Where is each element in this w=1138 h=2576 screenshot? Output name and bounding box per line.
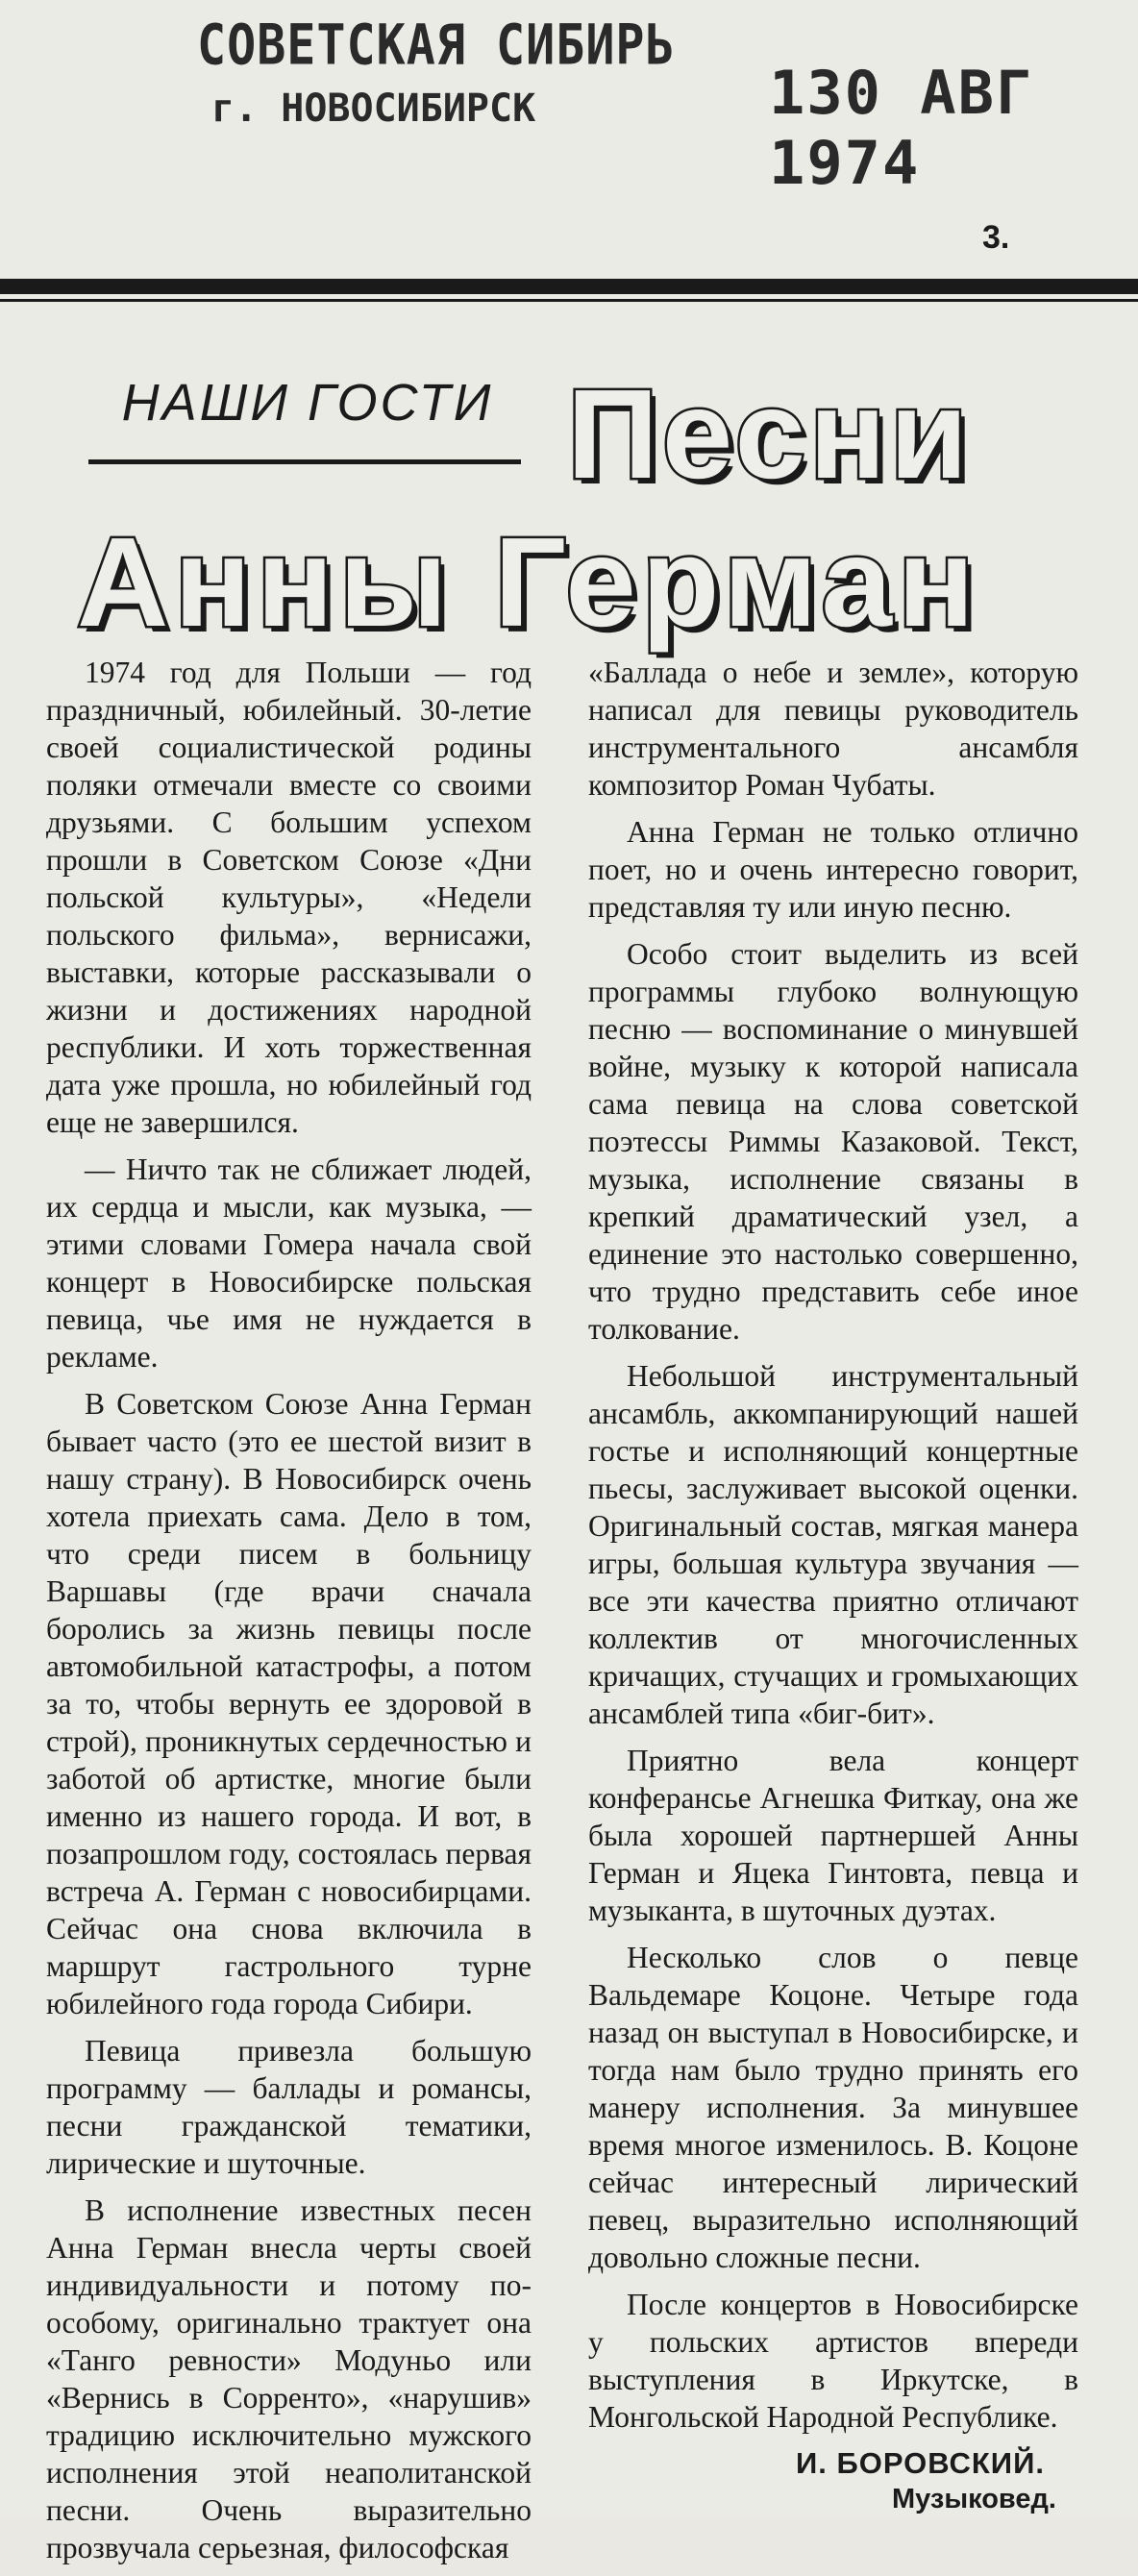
rubric-heading: НАШИ ГОСТИ: [121, 374, 494, 432]
paragraph: Певица привезла большую программу — баллады и романсы, песни гражданской тематики, лирические и шуточные.: [46, 2034, 532, 2180]
article-column-right: [588, 654, 1078, 2445]
author-profession: Музыковед.: [892, 2484, 1056, 2514]
stamp-city: г. НОВОСИБИРСК: [211, 87, 536, 131]
paragraph: 1974 год для Польши — год праздничный, юбилейный. 30-летие своей социалистической родины поляки отмечали вместе со своими друзьями. С большим успехом прошли в Советском Союзе «Дни польской культуры», «Недели польского фильма», вернисажи, выставки, которые рассказывали о жизни и достижениях народной республики. И хоть торжественная дата уже прошла, но юбилейный год еще не завершился.: [46, 656, 532, 1139]
paragraph: После концертов в Новосибирске у польских артистов впереди выступления в Иркутске, в Монгольской Народной Республике.: [588, 2288, 1078, 2434]
paragraph: Особо стоит выделить из всей программы глубоко волнующую песню — воспоминание о минувшей войне, музыку к которой написала сама певица на слова советской поэтессы Риммы Казаковой. Текст, музыка, исполнение связаны в крепкий драматический узел, а единение это настолько совершенно, что трудно представить себе иное толкование.: [588, 937, 1078, 1346]
paragraph: «Баллада о небе и земле», которую написал для певицы руководитель инструментального ансамбля композитор Роман Чубаты.: [588, 656, 1078, 802]
rubric-underline: [88, 459, 521, 464]
article-column-left: [46, 654, 532, 2576]
paragraph: Приятно вела концерт конферансье Агнешка Фиткау, она же была хорошей партнершей Анны Герман и Яцека Гинтовта, певца и музыканта, в шуточных дуэтах.: [588, 1744, 1078, 1927]
headline-line-1: Песни: [567, 363, 972, 505]
header-rule-thin: [0, 299, 1138, 302]
stamp-newspaper-name: СОВЕТСКАЯ СИБИРЬ: [197, 12, 676, 78]
paragraph: Анна Герман не только отлично поет, но и очень интересно говорит, представляя ту или иную песню.: [588, 815, 1078, 924]
paragraph: Небольшой инструментальный ансамбль, аккомпанирующий нашей гостье и исполняющий концертные пьесы, заслуживает высокой оценки. Оригинальный состав, мягкая манера игры, большая культура звучания — все эти качества приятно отличают коллектив от многочисленных кричащих, стучащих и громыхающих ансамблей типа «биг-бит».: [588, 1359, 1078, 1730]
paragraph: В исполнение известных песен Анна Герман внесла черты своей индивидуальности и потому по-особому, оригинально трактует она «Танго ревности» Модуньо или «Вернись в Сорренто», «нарушив» традицию исключительно мужского исполнения этой неаполитанской песни. Очень выразительно прозвучала серьезная, философская: [46, 2193, 532, 2564]
archive-stamp: [197, 12, 676, 131]
author-signature: И. БОРОВСКИЙ.: [796, 2446, 1045, 2480]
paragraph: — Ничто так не сближает людей, их сердца и мысли, как музыка, — этими словами Гомера начала свой концерт в Новосибирске польская певица, чье имя не нуждается в рекламе.: [46, 1152, 532, 1374]
stamp-date: 130 АВГ 1974: [769, 58, 1034, 198]
page-number: 3.: [982, 219, 1010, 256]
paragraph: Несколько слов о певце Вальдемаре Коцоне. Четыре года назад он выступал в Новосибирске, и тогда нам было трудно принять его манеру исполнения. За минувшее время многое изменилось. В. Коцоне сейчас интересный лирический певец, выразительно исполняющий довольно сложные песни.: [588, 1941, 1078, 2274]
paragraph: В Советском Союзе Анна Герман бывает часто (это ее шестой визит в нашу страну). В Новосибирск очень хотела приехать сама. Дело в том, что среди писем в больницу Варшавы (где врачи сначала боролись за жизнь певицы после автомобильной катастрофы, а потом за то, чтобы вернуть ее здоровой в строй), проникнутых сердечностью и заботой об артистке, многие были именно из нашего города. И вот, в позапрошлом году, состоялась первая встреча А. Герман с новосибирцами. Сейчас она снова включила в маршрут гастрольного турне юбилейного года города Сибири.: [46, 1387, 532, 2020]
header-rule: [0, 279, 1138, 294]
headline-line-2: Анны Герман: [77, 511, 980, 653]
